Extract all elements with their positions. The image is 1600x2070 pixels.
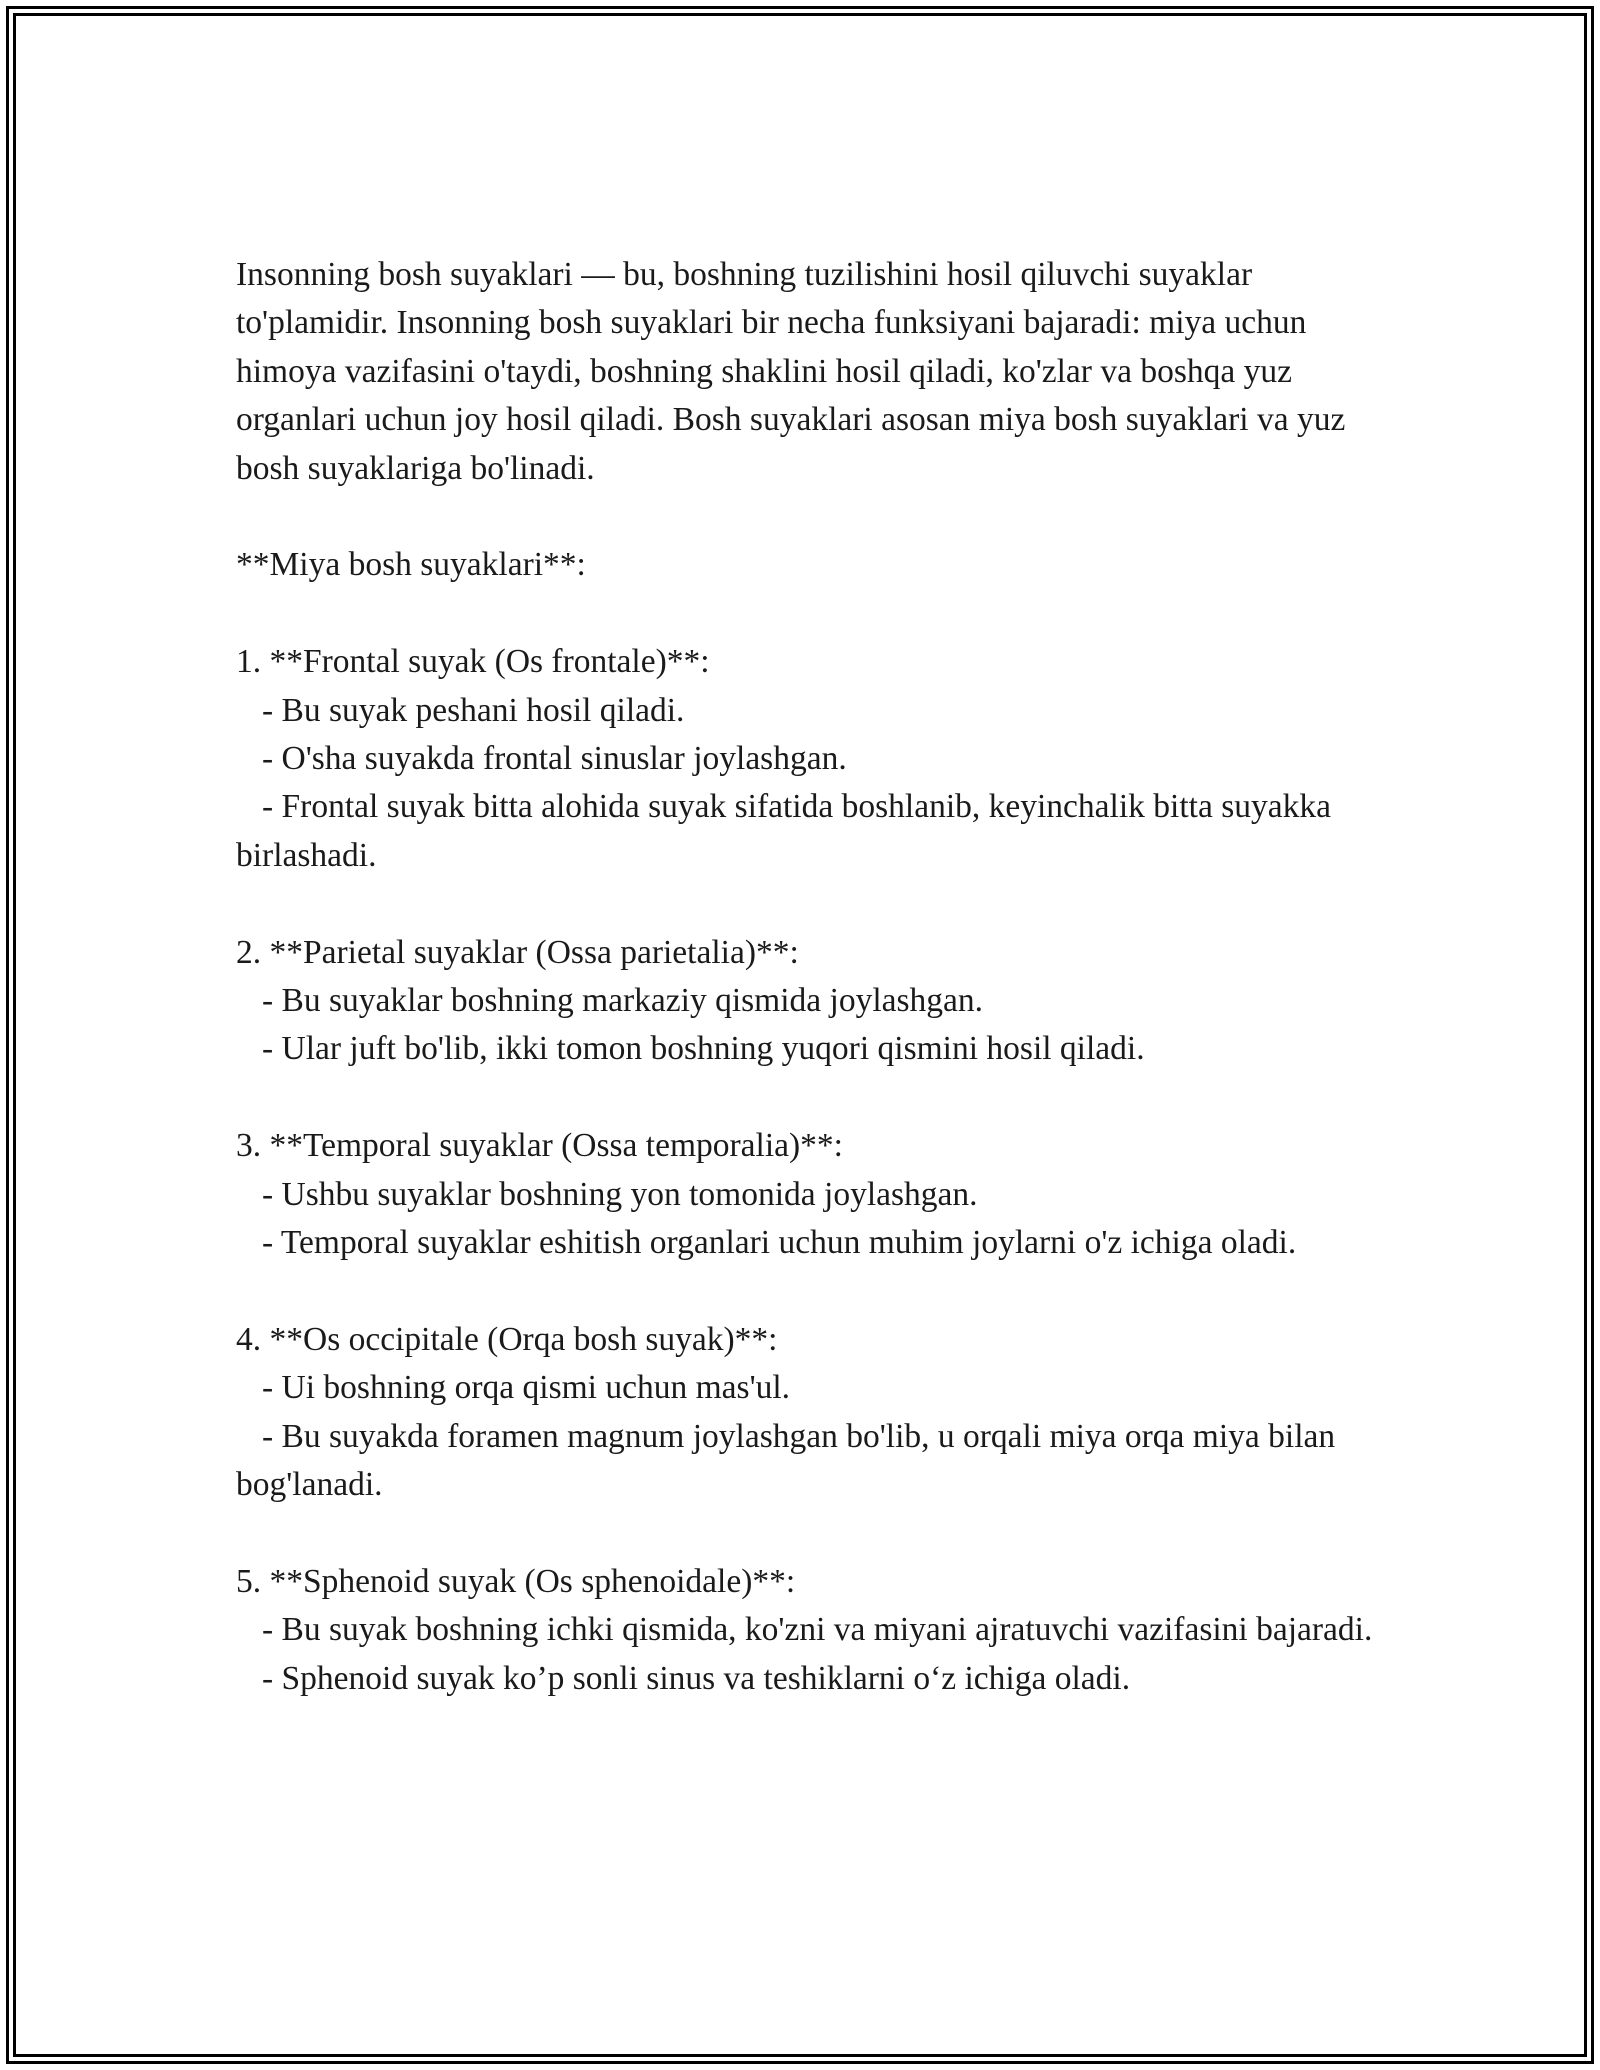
intro-paragraph: Insonning bosh suyaklari — bu, boshning tuzilishini hosil qiluvchi suyaklar to'plamidir. Insonning bosh suyaklari bir necha funksiyani bajaradi: miya uchun himoya vazifasini o'taydi, boshning shaklini hosil qiladi, ko'zlar va boshqa yuz organlari uchun joy hosil qiladi. Bosh suyaklari asosan miya bosh suyaklari va yuz bosh suyaklariga bo'linadi. [236,256,1346,487]
list-item-title: 5. **Sphenoid suyak (Os sphenoidale)**: [236,1562,796,1600]
spacer [236,1074,1386,1122]
document-body [236,251,1386,1703]
section-heading: **Miya bosh suyaklari**: [236,546,586,584]
bullet-line: - Ular juft bo'lib, ikki tomon boshning yuqori qismini hosil qiladi. [262,1030,1145,1068]
list-item-title: 3. **Temporal suyaklar (Ossa temporalia)**: [236,1127,843,1165]
spacer [236,880,1386,928]
list-item [236,1558,1386,1703]
spacer [236,1509,1386,1557]
bullet-line: - O'sha suyakda frontal sinuslar joylashgan. [262,740,847,778]
spacer [236,493,1386,541]
bullet-line: - Bu suyak peshani hosil qiladi. [262,691,685,729]
bullet-line: - Temporal suyaklar eshitish organlari uchun muhim joylarni o'z ichiga oladi. [262,1224,1297,1262]
list-item [236,1316,1386,1510]
bullet-line: - Sphenoid suyak ko’p sonli sinus va teshiklarni o‘z ichiga oladi. [262,1659,1131,1697]
bullet-line: - Bu suyaklar boshning markaziy qismida joylashgan. [262,982,984,1020]
list-item-title: 1. **Frontal suyak (Os frontale)**: [236,643,710,681]
list-item [236,929,1386,1074]
spacer [236,590,1386,638]
list-item [236,1122,1386,1267]
spacer [236,1267,1386,1315]
bullet-line: - Bu suyakda foramen magnum joylashgan bo'lib, u orqali miya orqa miya bilan bog'lanadi. [236,1417,1336,1504]
bullet-line: - Frontal suyak bitta alohida suyak sifatida boshlanib, keyinchalik bitta suyakka birlashadi. [236,788,1331,874]
bullet-line: - Bu suyak boshning ichki qismida, ko'zni va miyani ajratuvchi vazifasini bajaradi. [262,1611,1373,1649]
bullet-line: - Ui boshning orqa qismi uchun mas'ul. [262,1369,791,1407]
list-item-title: 2. **Parietal suyaklar (Ossa parietalia)**: [236,933,799,971]
list-item [236,638,1386,880]
bullet-line: - Ushbu suyaklar boshning yon tomonida joylashgan. [262,1175,978,1213]
list-item-title: 4. **Os occipitale (Orqa bosh suyak)**: [236,1320,778,1358]
